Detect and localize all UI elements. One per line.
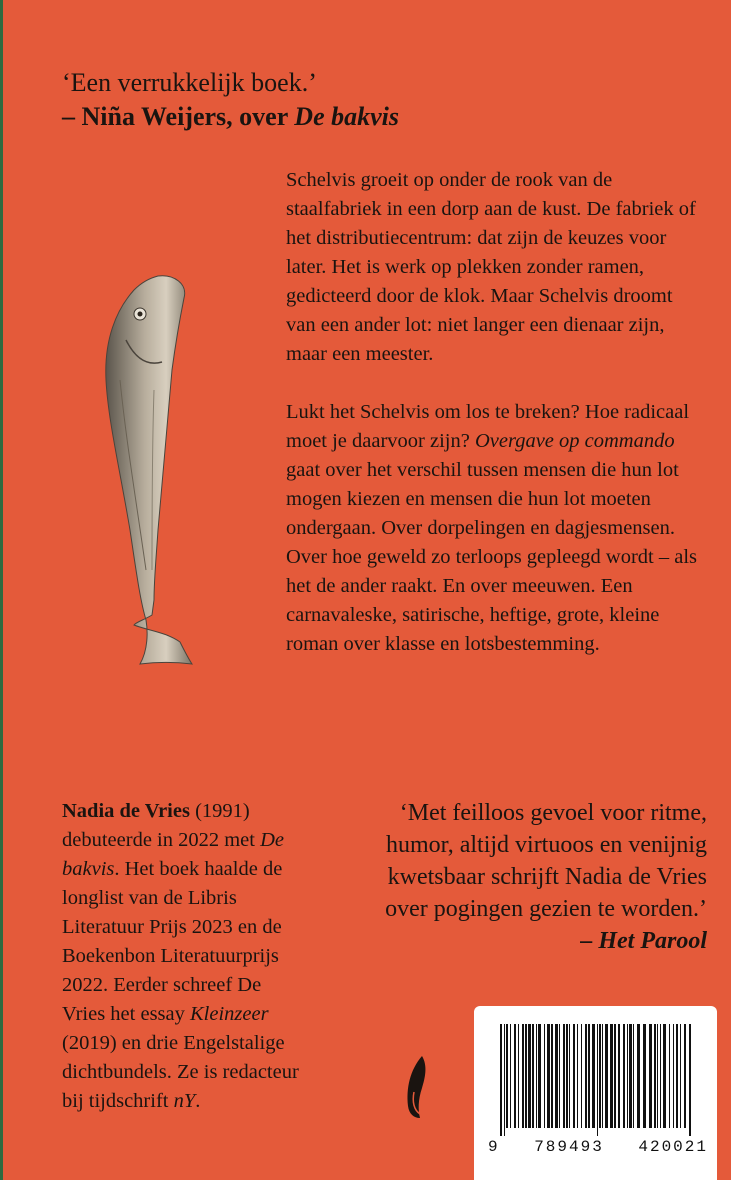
barcode-bar <box>680 1024 681 1128</box>
barcode-bar <box>518 1024 519 1128</box>
barcode-bar <box>551 1024 553 1128</box>
barcode-bar <box>555 1024 558 1128</box>
top-quote-text: ‘Een verrukkelijk boek.’ <box>62 68 317 97</box>
back-cover-blurb <box>286 166 706 688</box>
barcode-bar <box>627 1024 628 1128</box>
barcode-bar <box>597 1024 598 1136</box>
barcode-bar <box>514 1024 516 1128</box>
barcode-bar <box>510 1024 511 1128</box>
barcode-bar <box>525 1024 527 1128</box>
barcode-bar <box>629 1024 632 1128</box>
barcode-bar <box>592 1024 595 1128</box>
attribution-prefix: – Niña Weijers, over <box>62 102 295 131</box>
book-title: Overgave op commando <box>474 430 675 452</box>
blurb-paragraph-2: Lukt het Schelvis om los te breken? Hoe radicaal moet je daarvoor zijn? Overgave op commando gaat over het verschil tussen mensen die hun lot mogen kiezen en mensen die hun lot moeten ondergaan. Over dorpelingen en dagjesmensen. Over hoe geweld zo terloops gepleegd wordt – als het de ander raakt. En over meeuwen. Een carnavaleske, satirische, heftige, grote, kleine roman over klasse en lotsbestemming. <box>286 401 698 655</box>
barcode-bar <box>506 1024 508 1128</box>
isbn-barcode <box>474 1024 717 1154</box>
cover-edge-strip <box>0 0 3 1180</box>
barcode-bar <box>536 1024 537 1128</box>
barcode-bar <box>623 1024 625 1128</box>
barcode-bar <box>599 1024 601 1128</box>
barcode-bar <box>669 1024 670 1128</box>
barcode-bar <box>676 1024 678 1128</box>
bio-book-title-1: De bakvis <box>62 829 285 880</box>
barcode-bar <box>602 1024 603 1128</box>
barcode-bar <box>528 1024 531 1128</box>
barcode-bar <box>532 1024 534 1128</box>
barcode-bar <box>660 1024 661 1128</box>
barcode-bar <box>614 1024 616 1128</box>
barcode-bar <box>504 1024 505 1136</box>
fish-illustration <box>96 270 206 670</box>
barcode-bar <box>538 1024 541 1128</box>
barcode-bar <box>573 1024 575 1128</box>
barcode-bar <box>585 1024 587 1128</box>
barcode-bar <box>673 1024 674 1128</box>
barcode-bar <box>649 1024 652 1128</box>
author-name: Nadia de Vries <box>62 800 190 822</box>
isbn-number: 9 789493 420021 <box>488 1138 708 1156</box>
bio-book-title-2: Kleinzeer <box>190 1003 269 1025</box>
blurb-paragraph-1: Schelvis groeit op onder de rook van de staalfabriek in een dorp aan de kust. De fabriek of het distributiecentrum: dat zijn de keuzes voor later. Het is werk op plekken zonder ramen, gedicteerd door de klok. Maar Schelvis droomt van een ander lot: niet langer een dienaar zijn, maar een meester. <box>286 169 696 365</box>
top-quote-attribution <box>62 100 399 134</box>
barcode-bar <box>657 1024 658 1128</box>
barcode-bar <box>654 1024 656 1128</box>
publisher-logo-icon <box>400 1052 434 1122</box>
barcode-bar <box>643 1024 646 1128</box>
barcode-bar <box>605 1024 608 1128</box>
barcode-bar <box>544 1024 545 1128</box>
barcode-bar <box>618 1024 620 1128</box>
bio-magazine-title: nY <box>173 1090 196 1112</box>
barcode-bar <box>581 1024 582 1128</box>
barcode-bar <box>522 1024 524 1128</box>
top-quote <box>62 66 399 134</box>
barcode-bar <box>577 1024 578 1128</box>
barcode-bar <box>610 1024 613 1128</box>
barcode-bar <box>563 1024 565 1128</box>
barcode-bar <box>547 1024 550 1128</box>
barcode-bar <box>663 1024 666 1128</box>
author-bio: Nadia de Vries (1991) debuteerde in 2022 met De bakvis. Het boek haalde de longlist van de Libris Literatuur Prijs 2023 en de Boekenbon Literatuurprijs 2022. Eerder schreef De Vries het essay Kleinzeer (2019) en drie Engelstalige dichtbundels. Ze is redacteur bij tijdschrift nY. <box>62 800 299 1112</box>
barcode-bar <box>566 1024 568 1128</box>
attribution-title: De bakvis <box>294 102 399 131</box>
review-quote: ‘Met feilloos gevoel voor ritme, humor, altijd virtuoos en venijnig kwetsbaar schrijft Nadia de Vries over pogingen gezien te worden.’ – Het Parool <box>327 797 707 957</box>
barcode-bar <box>684 1024 686 1128</box>
barcode-bar <box>633 1024 634 1128</box>
barcode-bar <box>689 1024 691 1136</box>
barcode-bar <box>588 1024 590 1128</box>
barcode-bar <box>569 1024 570 1128</box>
barcode-bar <box>559 1024 560 1128</box>
barcode-bar <box>500 1024 502 1136</box>
barcode-bar <box>637 1024 640 1128</box>
review-source: – Het Parool <box>580 928 707 954</box>
